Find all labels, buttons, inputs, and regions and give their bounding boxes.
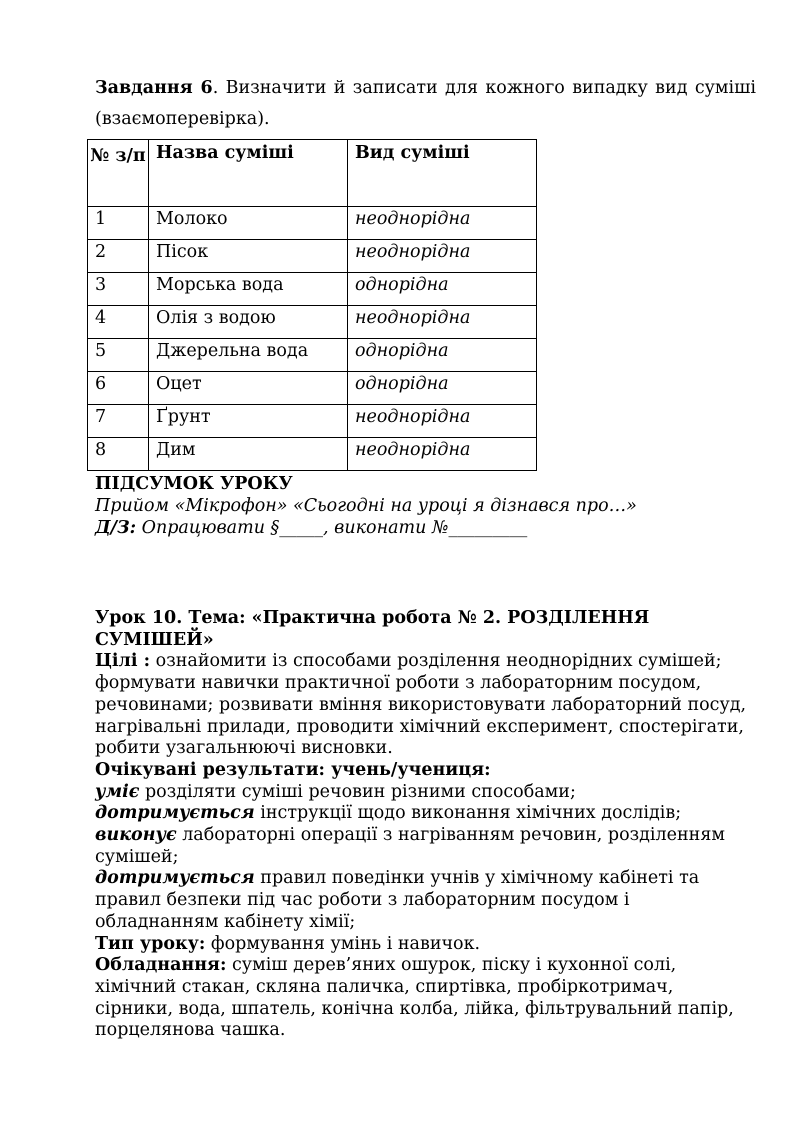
row-mixture-kind: неоднорідна: [348, 207, 537, 240]
result-text: правил поведінки учнів у хімічному кабінеті та правил безпеки під час роботи з лабораторним посудом і обладнанням кабінету хімії;: [95, 868, 700, 932]
row-mixture-kind: однорідна: [348, 339, 537, 372]
table-row: [88, 339, 537, 372]
table-row: [88, 306, 537, 339]
homework-label: Д/З:: [95, 518, 137, 538]
equipment-label: Обладнання:: [95, 955, 227, 976]
result-item: [95, 868, 756, 933]
row-mixture-name: Дим: [149, 438, 348, 471]
row-number: 1: [88, 207, 149, 240]
mixtures-table: [87, 139, 537, 471]
row-number: 4: [88, 306, 149, 339]
row-mixture-kind: однорідна: [348, 273, 537, 306]
task-text: . Визначити й записати для кожного випадку вид суміші (взаємоперевірка).: [95, 78, 757, 129]
expected-results-label: Очікувані результати: учень/учениця:: [95, 759, 491, 780]
result-text: розділяти суміші речовин різними способами;: [139, 781, 576, 802]
lesson-type-text: формування умінь і навичок.: [205, 933, 481, 954]
lesson-title: Урок 10. Тема: «Практична робота № 2. РОЗДІЛЕННЯ СУМІШЕЙ»: [95, 608, 650, 650]
lesson-equipment: [95, 955, 756, 1042]
table-row: [88, 405, 537, 438]
homework-text: Опрацювати §_____, виконати №_________: [136, 518, 528, 538]
table-row: [88, 273, 537, 306]
table-row: [88, 372, 537, 405]
row-mixture-kind: однорідна: [348, 372, 537, 405]
row-mixture-name: Олія з водою: [149, 306, 348, 339]
row-mixture-kind: неоднорідна: [348, 405, 537, 438]
row-number: 6: [88, 372, 149, 405]
result-verb: дотримується: [95, 868, 255, 889]
homework-line: [95, 517, 756, 539]
task-6-paragraph: [95, 73, 756, 135]
summary-title: ПІДСУМОК УРОКУ: [95, 474, 293, 494]
equipment-text: суміш дерев’яних ошурок, піску і кухонної солі, хімічний стакан, скляна паличка, спиртівка, пробіркотримач, сірники, вода, шпатель, конічна колба, лійка, фільтрувальний папір, порцелянова чашка.: [95, 955, 734, 1041]
header-mixture-kind: Вид суміші: [348, 140, 537, 207]
header-mixture-name: Назва суміші: [149, 140, 348, 207]
result-item: [95, 782, 756, 804]
row-mixture-kind: неоднорідна: [348, 240, 537, 273]
result-verb: дотримується: [95, 803, 255, 824]
row-mixture-name: Оцет: [149, 372, 348, 405]
row-number: 8: [88, 438, 149, 471]
result-verb: уміє: [95, 781, 140, 802]
summary-technique: Прийом «Мікрофон» «Сьогодні на уроці я дізнався про…»: [95, 496, 637, 516]
row-number: 3: [88, 273, 149, 306]
result-text: інструкції щодо виконання хімічних дослідів;: [254, 803, 682, 824]
row-mixture-name: Ґрунт: [149, 405, 348, 438]
result-verb: виконує: [95, 825, 177, 846]
header-number: № з/п: [88, 140, 149, 207]
table-row: [88, 438, 537, 471]
lesson-10-plan: [95, 608, 756, 1042]
row-mixture-name: Джерельна вода: [149, 339, 348, 372]
document-page: [90, 73, 757, 1042]
goals-label: Цілі :: [95, 651, 151, 672]
result-item: [95, 825, 756, 868]
table-row: [88, 240, 537, 273]
row-mixture-name: Молоко: [149, 207, 348, 240]
row-mixture-kind: неоднорідна: [348, 438, 537, 471]
row-mixture-name: Морська вода: [149, 273, 348, 306]
lesson-goals: [95, 651, 756, 760]
row-number: 2: [88, 240, 149, 273]
result-text: лабораторні операції з нагріванням речовин, розділенням сумішей;: [95, 825, 725, 867]
goals-text: ознайомити із способами розділення неоднорідних сумішей; формувати навички практичної роботи з лабораторним посудом, речовинами; розвивати вміння використовувати лабораторний посуд, нагрівальні прилади, проводити хімічний експеримент, спостерігати, робити узагальнюючі висновки.: [95, 651, 747, 759]
table-row: [88, 207, 537, 240]
row-mixture-name: Пісок: [149, 240, 348, 273]
lesson-summary: [95, 473, 756, 539]
table-header-row: [88, 140, 537, 207]
lesson-type: [95, 934, 756, 956]
row-number: 5: [88, 339, 149, 372]
row-number: 7: [88, 405, 149, 438]
row-mixture-kind: неоднорідна: [348, 306, 537, 339]
lesson-type-label: Тип уроку:: [95, 933, 206, 954]
result-item: [95, 803, 756, 825]
task-label: Завдання 6: [95, 78, 213, 98]
